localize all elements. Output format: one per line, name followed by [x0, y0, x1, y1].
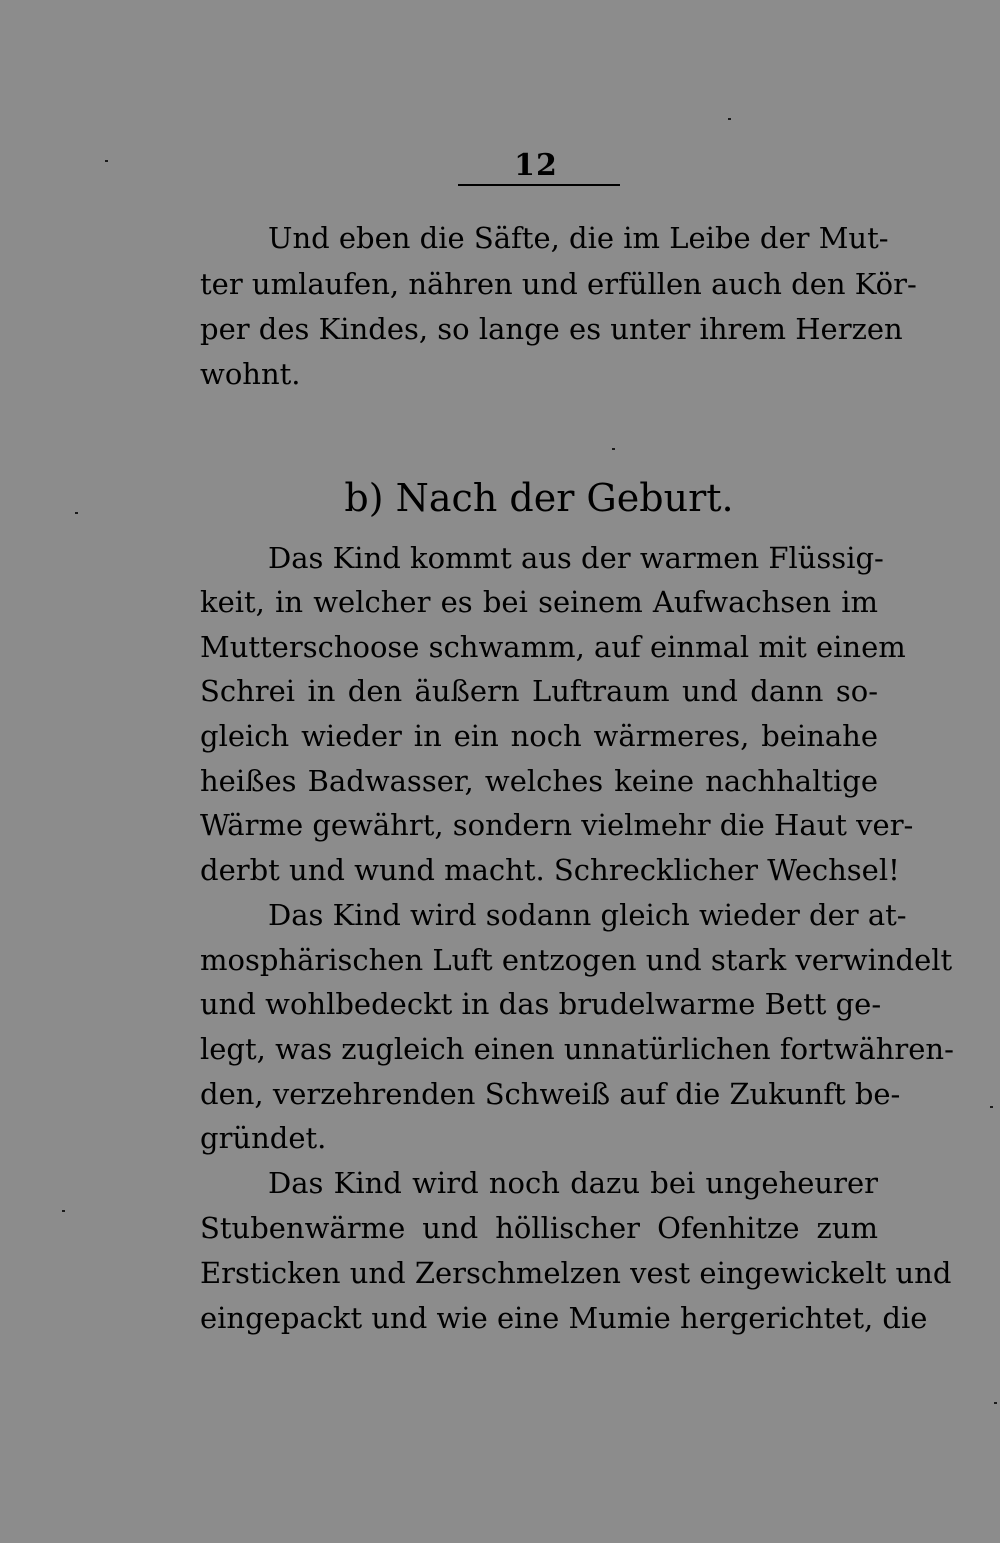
- text-line: gleich wieder in ein noch wärmeres, beinahe: [200, 719, 878, 753]
- scan-speck: [994, 1402, 997, 1404]
- section-heading: b) Nach der Geburt.: [344, 476, 734, 520]
- text-line: Mutterschoose schwamm, auf einmal mit einem: [200, 630, 906, 664]
- text-line: gründet.: [200, 1121, 327, 1155]
- text-line: Schrei in den äußern Luftraum und dann so-: [200, 674, 878, 708]
- text-line: Das Kind kommt aus der warmen Flüssig-: [268, 541, 884, 575]
- text-line: legt, was zugleich einen unnatürlichen fortwähren-: [200, 1032, 954, 1066]
- text-line: Ersticken und Zerschmelzen vest eingewickelt und: [200, 1256, 952, 1290]
- text-line: wohnt.: [200, 357, 301, 391]
- text-line: Wärme gewährt, sondern vielmehr die Haut ver-: [200, 808, 914, 842]
- scan-speck: [990, 1106, 993, 1108]
- text-line: derbt und wund macht. Schrecklicher Wechsel!: [200, 853, 900, 887]
- scan-speck: [75, 512, 78, 514]
- text-line: Stubenwärme und höllischer Ofenhitze zum: [200, 1211, 878, 1245]
- scan-speck: [105, 160, 108, 162]
- header-rule: [458, 184, 620, 186]
- text-line: Und eben die Säfte, die im Leibe der Mut-: [268, 221, 889, 255]
- scan-speck: [728, 118, 731, 120]
- text-line: per des Kindes, so lange es unter ihrem Herzen: [200, 312, 903, 346]
- text-line: ter umlaufen, nähren und erfüllen auch den Kör-: [200, 267, 917, 301]
- scan-speck: [612, 448, 615, 450]
- text-line: und wohlbedeckt in das brudelwarme Bett ge-: [200, 987, 882, 1021]
- text-line: Das Kind wird sodann gleich wieder der at-: [268, 898, 907, 932]
- text-line: mosphärischen Luft entzogen und stark verwindelt: [200, 943, 953, 977]
- text-line: heißes Badwasser, welches keine nachhaltige: [200, 764, 878, 798]
- text-line: eingepackt und wie eine Mumie hergerichtet, die: [200, 1301, 928, 1335]
- text-line: Das Kind wird noch dazu bei ungeheurer: [268, 1166, 878, 1200]
- scan-speck: [62, 1210, 65, 1212]
- text-line: den, verzehrenden Schweiß auf die Zukunft be-: [200, 1077, 901, 1111]
- text-line: keit, in welcher es bei seinem Aufwachsen im: [200, 585, 878, 619]
- page-number: 12: [514, 148, 558, 183]
